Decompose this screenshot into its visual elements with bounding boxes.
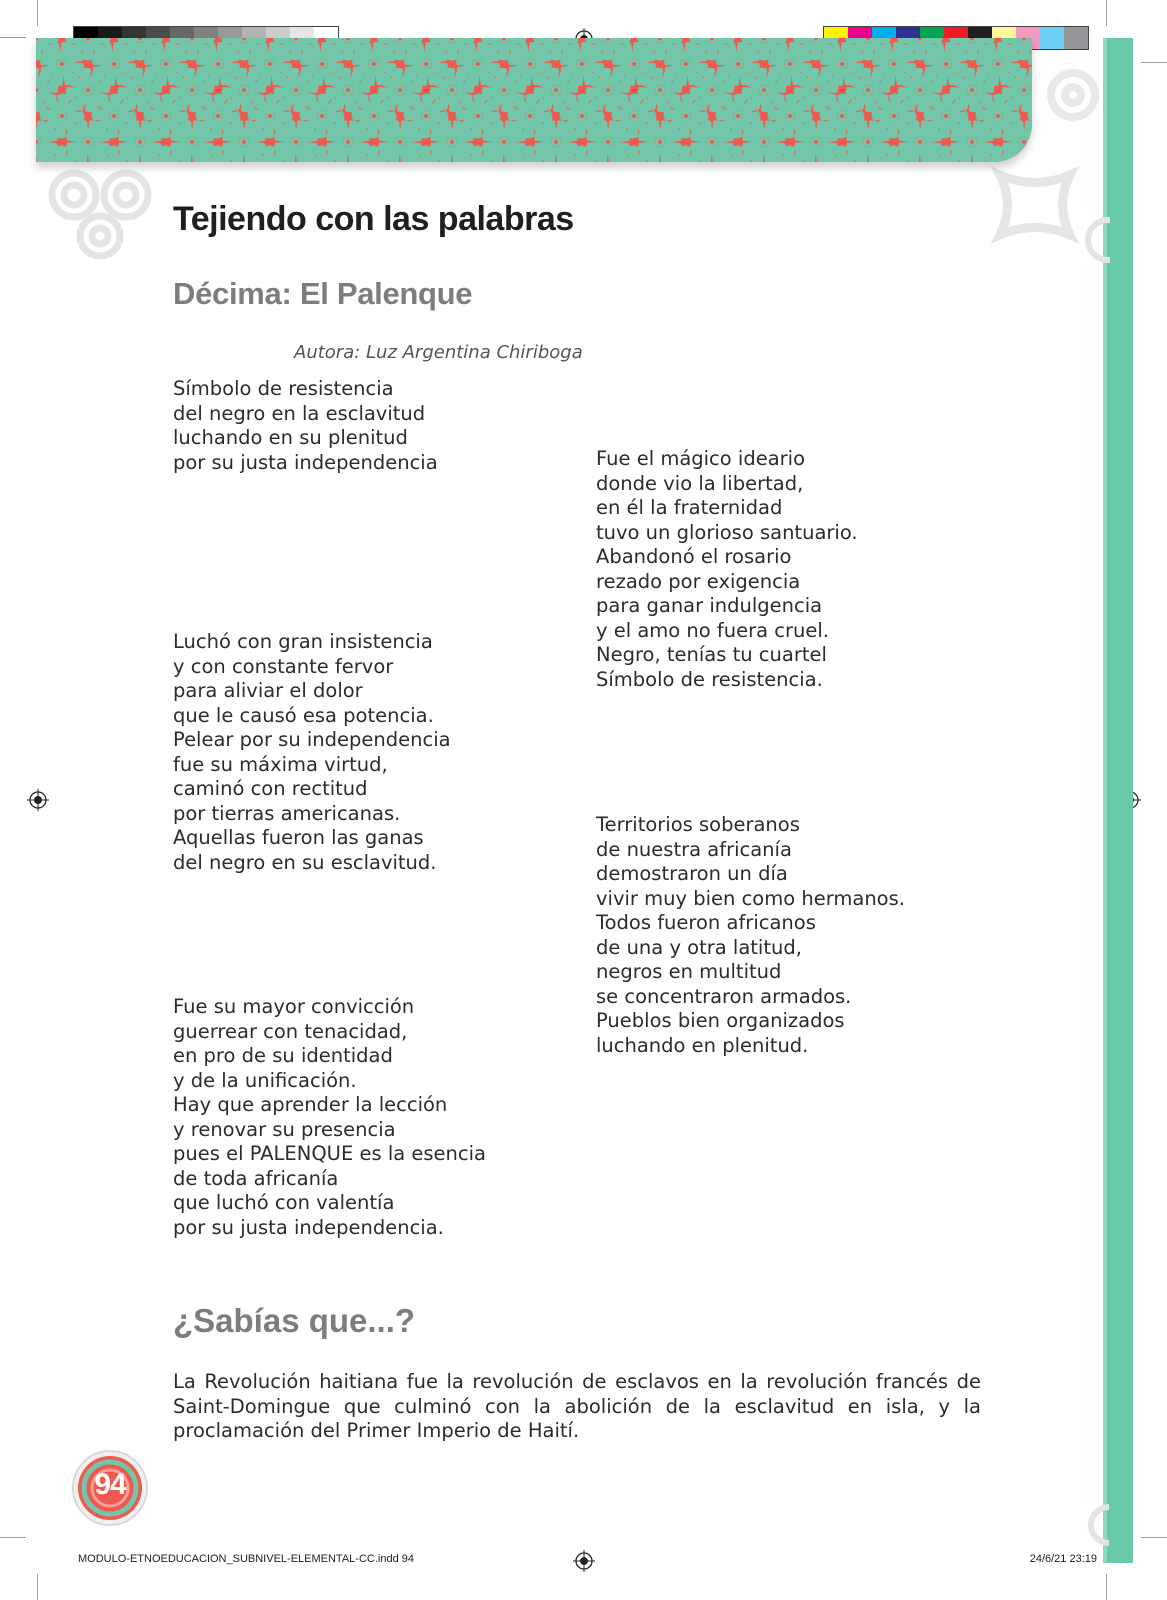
poem-author: Autora: Luz Argentina Chiriboga bbox=[294, 342, 583, 363]
verse-line: caminó con rectitud bbox=[173, 777, 368, 800]
spiral-ornament-icon bbox=[36, 160, 156, 260]
poem-title: Décima: El Palenque bbox=[173, 276, 473, 311]
verse-line: donde vio la libertad, bbox=[596, 471, 804, 495]
verse-line: para aliviar el dolor bbox=[173, 679, 363, 702]
verse-line: Símbolo de resistencia bbox=[173, 377, 394, 400]
did-you-know-text: La Revolución haitiana fue la revolución de esclavos en la revolución francés de Saint-Domingue que culminó con la abolición de la esclavitud en isla, y la proclamación del Primer Imperio de Haití. bbox=[173, 1370, 981, 1442]
registration-mark-icon bbox=[573, 1550, 595, 1572]
verse-line: por tierras americanas. bbox=[173, 801, 401, 825]
verse-line: vivir muy bien como hermanos. bbox=[596, 886, 905, 910]
page-title: Tejiendo con las palabras bbox=[173, 200, 574, 238]
registration-mark-icon bbox=[27, 789, 49, 811]
verse-line: por su justa independencia bbox=[173, 450, 438, 474]
crop-mark bbox=[1141, 62, 1167, 63]
gear-ornament-icon bbox=[1035, 50, 1105, 140]
poem-stanza-1 bbox=[173, 377, 438, 475]
verse-line: se concentraron armados. bbox=[596, 984, 852, 1008]
verse-line: y el amo no fuera cruel. bbox=[596, 618, 830, 642]
color-swatch bbox=[1064, 27, 1088, 49]
spiral-ornament-icon bbox=[1085, 1500, 1109, 1550]
flower-pattern bbox=[36, 38, 1032, 162]
verse-line: Aquellas fueron las ganas bbox=[173, 826, 424, 849]
crop-mark bbox=[0, 1537, 26, 1538]
verse-line: de una y otra latitud, bbox=[596, 935, 802, 959]
verse-line: Luchó con gran insistencia bbox=[173, 630, 433, 653]
verse-line: que luchó con valentía bbox=[173, 1191, 395, 1214]
verse-line: del negro en su esclavitud. bbox=[173, 850, 437, 874]
verse-line: pues el PALENQUE es la esencia bbox=[173, 1142, 486, 1165]
verse-line: Pelear por su independencia bbox=[173, 728, 451, 751]
poem-stanza-5 bbox=[596, 813, 905, 1058]
verse-line: luchando en su plenitud bbox=[173, 426, 408, 449]
verse-line: Símbolo de resistencia. bbox=[596, 667, 823, 691]
verse-line: Fue el mágico ideario bbox=[596, 447, 806, 470]
verse-line: tuvo un glorioso santuario. bbox=[596, 520, 858, 544]
verse-line: rezado por exigencia bbox=[596, 569, 801, 593]
crop-mark bbox=[0, 37, 26, 38]
verse-line: de toda africanía bbox=[173, 1166, 339, 1190]
verse-line: por su justa independencia. bbox=[173, 1215, 444, 1239]
verse-line: Hay que aprender la lección bbox=[173, 1093, 448, 1116]
verse-line: Territorios soberanos bbox=[596, 813, 800, 836]
verse-line: y de la unificación. bbox=[173, 1068, 357, 1092]
crop-mark bbox=[37, 0, 38, 26]
verse-line: del negro en la esclavitud bbox=[173, 401, 426, 425]
verse-line: Negro, tenías tu cuartel bbox=[596, 643, 827, 666]
verse-line: Pueblos bien organizados bbox=[596, 1009, 845, 1032]
verse-line: Abandonó el rosario bbox=[596, 545, 792, 568]
spiral-ornament-icon bbox=[1080, 210, 1110, 270]
verse-line: demostraron un día bbox=[596, 862, 788, 885]
did-you-know-heading: ¿Sabías que...? bbox=[173, 1302, 416, 1339]
poem-stanza-4 bbox=[596, 447, 858, 692]
poem-stanza-3 bbox=[173, 995, 486, 1240]
verse-line: y con constante fervor bbox=[173, 654, 394, 678]
verse-line: guerrear con tenacidad, bbox=[173, 1019, 408, 1043]
poem-stanza-2 bbox=[173, 630, 451, 875]
crop-mark bbox=[1106, 1574, 1107, 1600]
verse-line: que le causó esa potencia. bbox=[173, 703, 434, 727]
verse-line: luchando en plenitud. bbox=[596, 1033, 809, 1057]
footer-timestamp: 24/6/21 23:19 bbox=[1029, 1553, 1097, 1565]
color-swatch bbox=[1040, 27, 1064, 49]
crop-mark bbox=[37, 1574, 38, 1600]
verse-line: fue su máxima virtud, bbox=[173, 752, 388, 776]
verse-line: de nuestra africanía bbox=[596, 837, 792, 861]
header-banner bbox=[36, 38, 1032, 162]
verse-line: en él la fraternidad bbox=[596, 496, 783, 519]
verse-line: negros en multitud bbox=[596, 960, 782, 983]
page-number: 94 bbox=[94, 1468, 126, 1501]
verse-line: en pro de su identidad bbox=[173, 1044, 393, 1067]
verse-line: Fue su mayor convicción bbox=[173, 995, 415, 1018]
verse-line: Todos fueron africanos bbox=[596, 911, 816, 934]
crop-mark bbox=[1106, 0, 1107, 26]
crop-mark bbox=[1141, 1537, 1167, 1538]
verse-line: y renovar su presencia bbox=[173, 1117, 396, 1141]
diamond-ornament-icon bbox=[990, 165, 1080, 245]
verse-line: para ganar indulgencia bbox=[596, 594, 823, 617]
footer-filename: MODULO-ETNOEDUCACION_SUBNIVEL-ELEMENTAL-CC.indd 94 bbox=[78, 1553, 414, 1565]
